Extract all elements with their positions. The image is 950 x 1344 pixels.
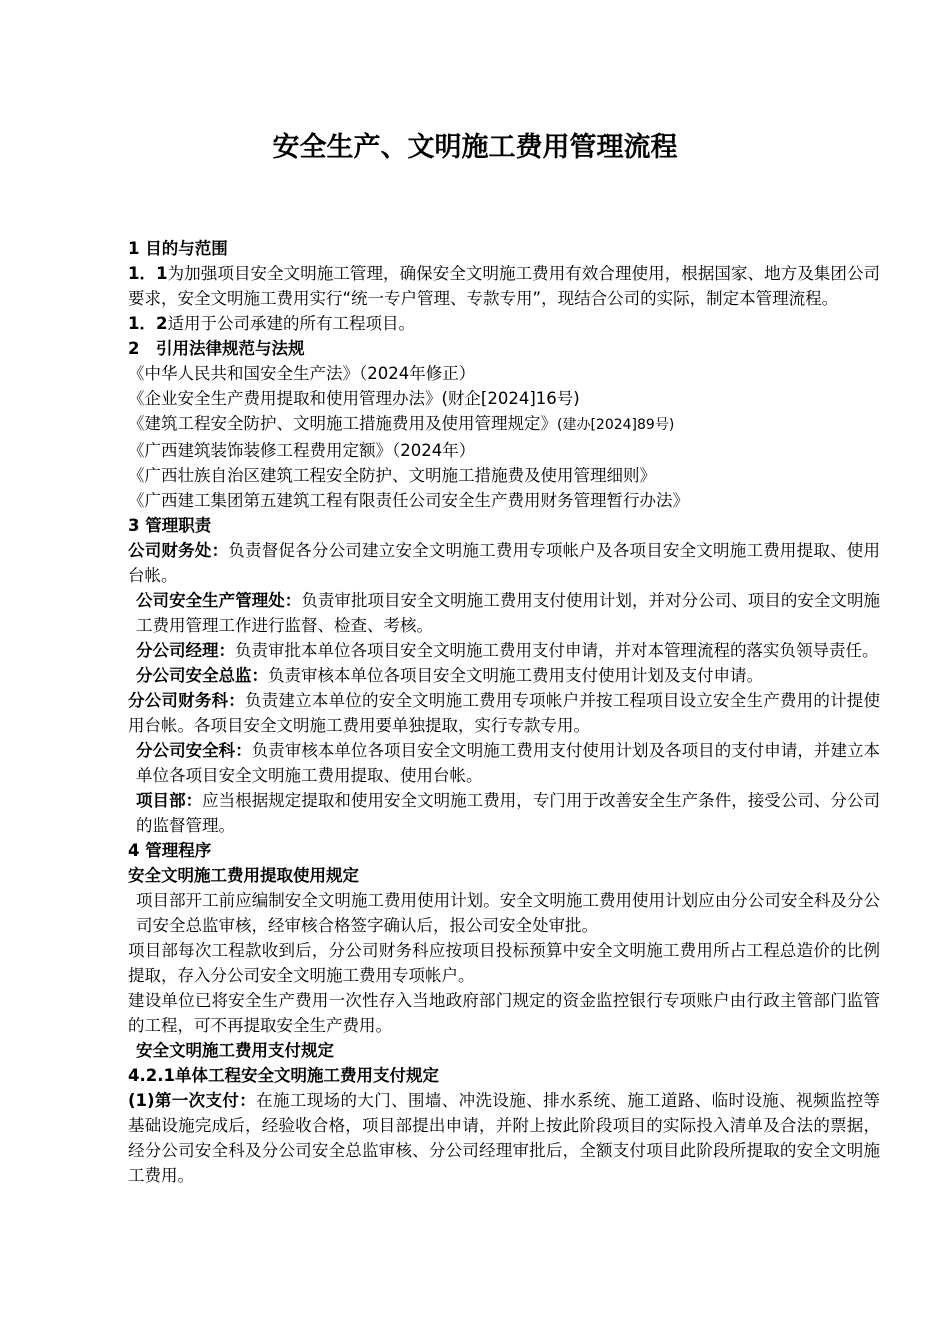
paragraph-number: 1．2 [128,314,168,333]
section-4-heading: 4 管理程序 [128,841,212,860]
reference-code: (建办[2024]89号) [557,417,675,433]
reference-item: 《广西建工集团第五建筑工程有限责任公司安全生产费用财务管理暂行办法》 [128,491,689,510]
paragraph-1-1 [128,261,880,311]
duty-item [128,688,880,738]
reference-item: 《广西建筑装饰装修工程费用定额》（2024年） [128,441,476,460]
document-body [128,236,880,1188]
duty-item [128,663,880,688]
subsection-heading: 4.2.1单体工程安全文明施工费用支付规定 [128,1066,439,1085]
duty-item [128,738,880,788]
duty-text: 负责审核本单位各项目安全文明施工费用支付使用计划及支付申请。 [268,666,763,685]
reference-item: 《企业安全生产费用提取和使用管理办法》(财企[2024]16号) [128,389,580,408]
duty-label: 分公司安全科： [136,741,252,760]
duty-label: 公司财务处： [128,541,229,560]
duty-label: 项目部： [136,791,203,810]
duty-text: 负责建立本单位的安全文明施工费用专项帐户并按工程项目设立安全生产费用的计提使用台帐。各项目安全文明施工费用要单独提取，实行专款专用。 [128,691,881,735]
duty-text: 负责审核本单位各项目安全文明施工费用支付使用计划及各项目的支付申请，并建立本单位各项目安全文明施工费用提取、使用台帐。 [136,741,881,785]
duty-label: 公司安全生产管理处： [136,591,302,610]
duty-item [128,588,880,638]
section-2-heading: 2 引用法律规范与法规 [128,339,305,358]
duty-text: 负责审批项目安全文明施工费用支付使用计划，并对分公司、项目的安全文明施工费用管理工作进行监督、检查、考核。 [136,591,881,635]
duty-label: 分公司安全总监： [136,666,268,685]
duty-text: 负责督促各分公司建立安全文明施工费用专项帐户及各项目安全文明施工费用提取、使用台帐。 [128,541,881,585]
duty-label: 分公司财务科： [128,691,246,710]
payment-paragraph [128,1088,880,1188]
paragraph-1-2 [128,311,880,336]
reference-title: 《建筑工程安全防护、文明施工措施费用及使用管理规定》 [128,414,557,433]
paragraph-text: 为加强项目安全文明施工管理，确保安全文明施工费用有效合理使用，根据国家、地方及集团公司要求，安全文明施工费用实行“统一专户管理、专款专用”，现结合公司的实际，制定本管理流程。 [128,264,881,308]
section-1-heading: 1 目的与范围 [128,239,228,258]
reference-item: 《中华人民共和国安全生产法》（2024年修正） [128,364,476,383]
reference-item: 《广西壮族自治区建筑工程安全防护、文明施工措施费及使用管理细则》 [128,466,656,485]
duty-text: 应当根据规定提取和使用安全文明施工费用，专门用于改善安全生产条件，接受公司、分公司的监督管理。 [136,791,881,835]
section-3-heading: 3 管理职责 [128,516,212,535]
procedure-paragraph: 建设单位已将安全生产费用一次性存入当地政府部门规定的资金监控银行专项账户由行政主管部门监管的工程，可不再提取安全生产费用。 [128,991,880,1035]
paragraph-number: 1．1 [128,264,168,283]
document-title: 安全生产、文明施工费用管理流程 [272,132,678,163]
subsection-heading: 安全文明施工费用提取使用规定 [128,866,359,885]
duty-text: 负责审批本单位各项目安全文明施工费用支付申请，并对本管理流程的落实负领导责任。 [235,641,879,660]
duty-label: 分公司经理： [136,641,235,660]
procedure-paragraph: 项目部开工前应编制安全文明施工费用使用计划。安全文明施工费用使用计划应由分公司安全科及分公司安全总监审核，经审核合格签字确认后，报公司安全处审批。 [136,891,880,935]
payment-label: (1)第一次支付： [128,1091,257,1110]
procedure-paragraph: 项目部每次工程款收到后，分公司财务科应按项目投标预算中安全文明施工费用所占工程总造价的比例提取，存入分公司安全文明施工费用专项帐户。 [128,941,880,985]
paragraph-text: 适用于公司承建的所有工程项目。 [167,314,415,333]
duty-item [128,788,880,838]
subsection-heading: 安全文明施工费用支付规定 [136,1041,334,1060]
duty-item [128,638,880,663]
payment-text: 在施工现场的大门、围墙、冲洗设施、排水系统、施工道路、临时设施、视频监控等基础设施完成后，经验收合格，项目部提出申请，并附上按此阶段项目的实际投入清单及合法的票据，经分公司安全科及分公司安全总监审核、分公司经理审批后，全额支付项目此阶段所提取的安全文明施工费用。 [128,1091,880,1185]
reference-item [128,411,880,438]
duty-item [128,538,880,588]
